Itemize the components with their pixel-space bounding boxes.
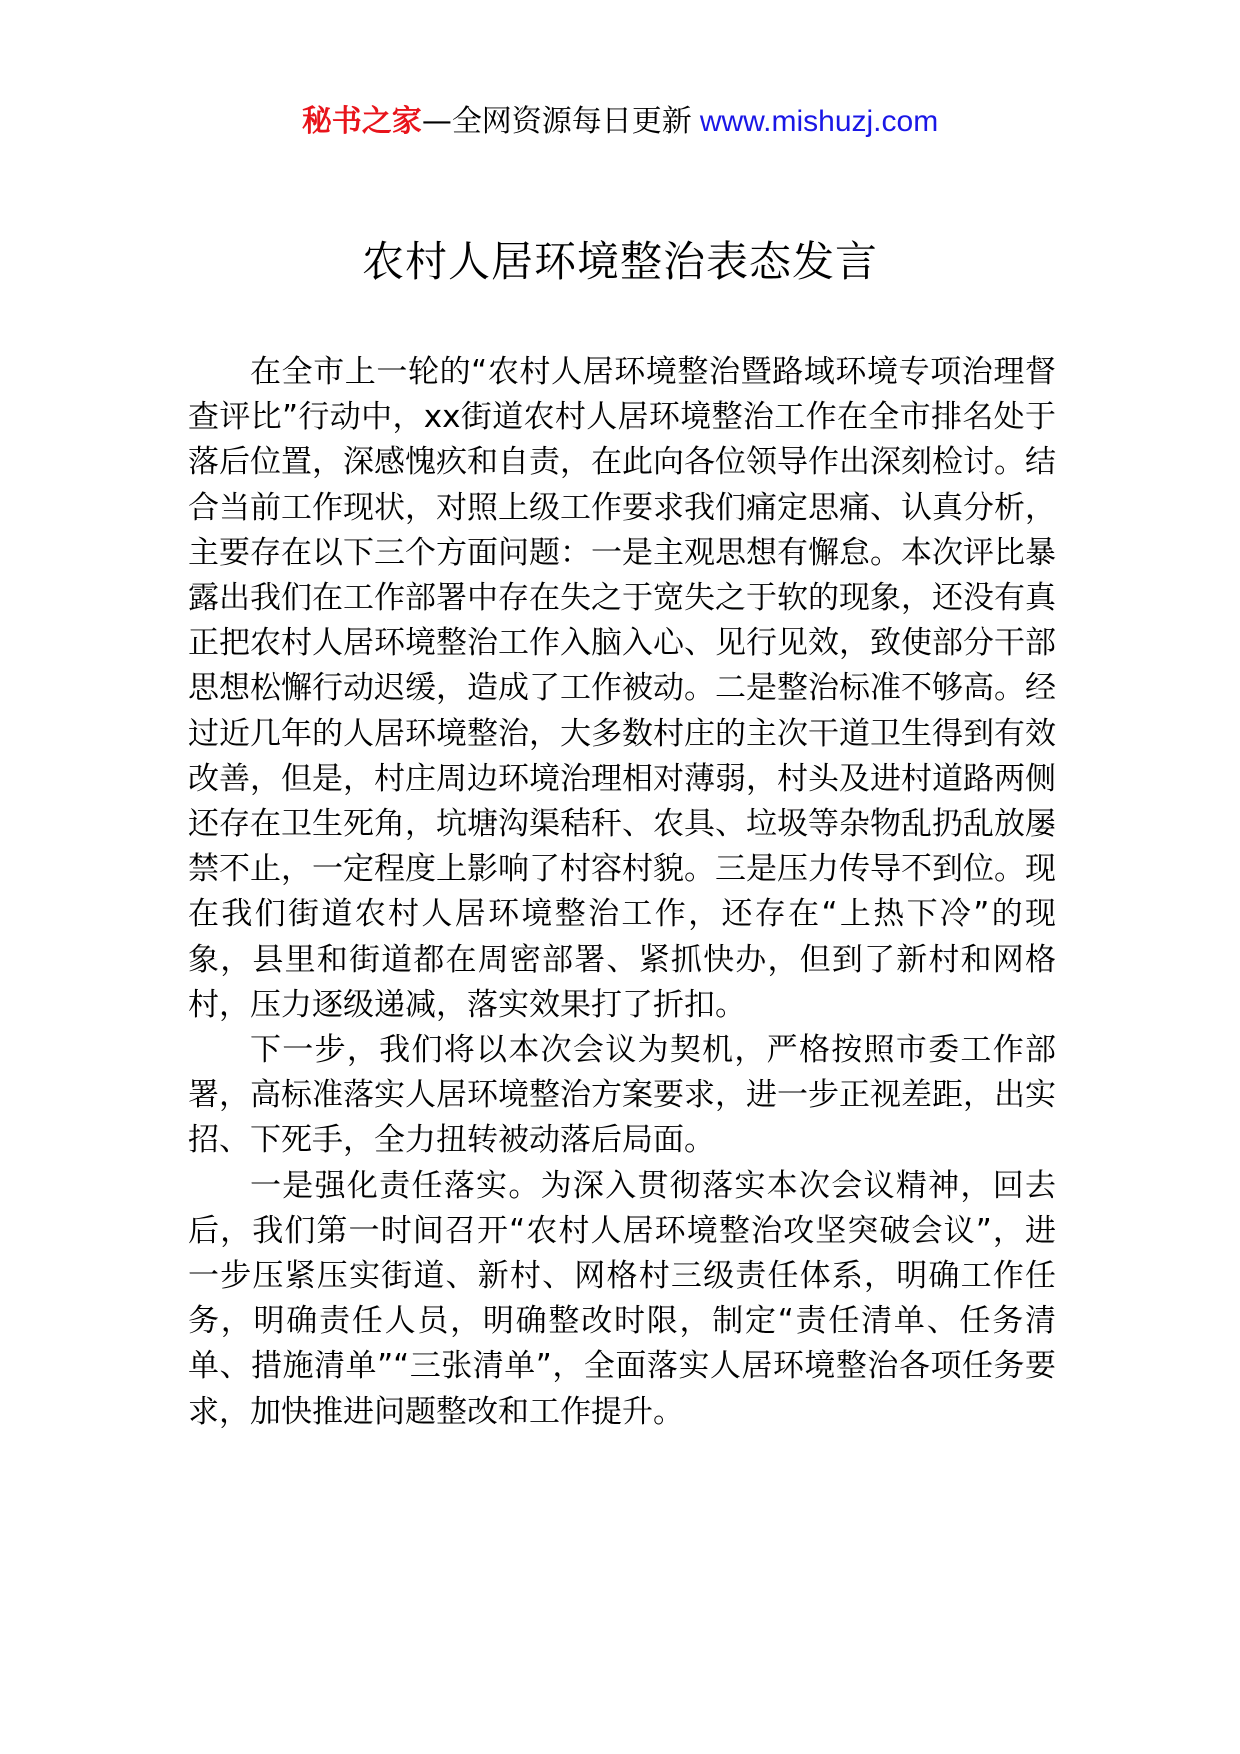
paragraph-problems: 在全市上一轮的“农村人居环境整治暨路域环境专项治理督查评比”行动中，xx街道农村人居环境整治工作在全市排名处于落后位置，深感愧疚和自责，在此向各位领导作出深刻检讨。结合当前工作现状，对照上级工作要求我们痛定思痛、认真分析，主要存在以下三个方面问题：一是主观思想有懈怠。本次评比暴露出我们在工作部署中存在失之于宽失之于软的现象，还没有真正把农村人居环境整治工作入脑入心、见行见效，致使部分干部思想松懈行动迟缓，造成了工作被动。二是整治标准不够高。经过近几年的人居环境整治，大多数村庄的主次干道卫生得到有效改善，但是，村庄周边环境治理相对薄弱，村头及进村道路两侧还存在卫生死角，坑塘沟渠秸秆、农具、垃圾等杂物乱扔乱放屡禁不止，一定程度上影响了村容村貌。三是压力传导不到位。现在我们街道农村人居环境整治工作，还存在“上热下冷”的现象，县里和街道都在周密部署、紧抓快办，但到了新村和网格村，压力逐级递减，落实效果打了折扣。 [188, 354, 1056, 1023]
header-dash: — [421, 104, 452, 139]
brand-name: 秘书之家 [301, 104, 422, 139]
paragraph-next-steps: 下一步，我们将以本次会议为契机，严格按照市委工作部署，高标准落实人居环境整治方案要求，进一步正视差距，出实招、下死手，全力扭转被动落后局面。 [188, 1032, 1056, 1159]
header-url-link[interactable]: www.mishuzj.com [699, 105, 939, 138]
header-slogan: 全网资源每日更新 [451, 104, 692, 139]
paragraph-responsibility: 一是强化责任落实。为深入贯彻落实本次会议精神，回去后，我们第一时间召开“农村人居环境整治攻坚突破会议”，进一步压紧压实街道、新村、网格村三级责任体系，明确工作任务，明确责任人员，明确整改时限，制定“责任清单、任务清单、措施清单”“三张清单”，全面落实人居环境整治各项任务要求，加快推进问题整改和工作提升。 [188, 1167, 1056, 1430]
page-header [0, 100, 1240, 144]
document-body [188, 350, 1056, 1435]
document-title: 农村人居环境整治表态发言 [361, 237, 878, 286]
